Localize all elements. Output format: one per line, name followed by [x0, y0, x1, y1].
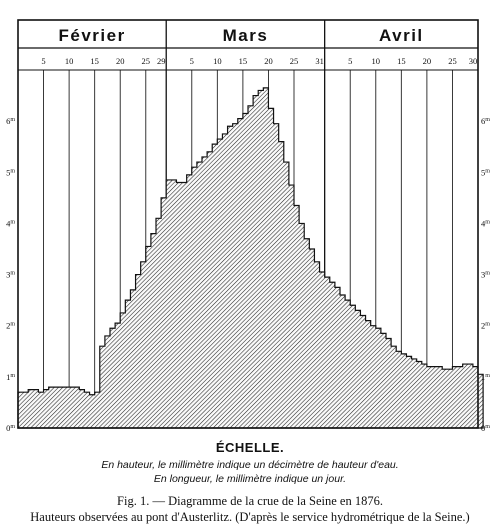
day-tick-label: 15 [238, 56, 248, 66]
y-tick-label-left: 5$^m$ [6, 167, 15, 178]
y-tick-label-right: 3$^m$ [481, 269, 490, 280]
month-label: Février [58, 26, 126, 45]
y-tick-label-right: 1$^m$ [481, 371, 490, 382]
day-tick-label: 5 [189, 56, 194, 66]
y-tick-label-left: 4$^m$ [6, 218, 15, 229]
y-tick-label-left: 0$^m$ [6, 423, 15, 433]
y-tick-label-right: 6$^m$ [481, 116, 490, 127]
day-tick-label: 30 [468, 56, 478, 66]
month-label: Mars [222, 26, 269, 45]
y-tick-label-left: 2$^m$ [6, 320, 15, 331]
day-tick-label: 10 [213, 56, 222, 66]
figure-subtitle: Hauteurs observées au pont d'Austerlitz. (D'après le service hydrométrique de la Seine.) [30, 510, 470, 524]
scale-title: ÉCHELLE. [215, 440, 285, 455]
scale-length-note: En longueur, le millimètre indique un jour. [153, 473, 347, 485]
y-tick-label-left: 1$^m$ [6, 371, 15, 382]
day-tick-label: 20 [115, 56, 125, 66]
day-tick-label: 20 [264, 56, 273, 66]
day-tick-label: 15 [397, 56, 406, 66]
scale-height-note: En hauteur, le millimètre indique un décimètre de hauteur d'eau. [101, 459, 399, 471]
day-tick-label: 25 [141, 56, 151, 66]
day-tick-label: 15 [90, 56, 99, 66]
month-label: Avril [378, 26, 424, 45]
day-tick-label: 5 [41, 56, 46, 66]
day-tick-label: 20 [422, 56, 432, 66]
y-tick-label-left: 6$^m$ [6, 116, 15, 127]
y-tick-label-right: 2$^m$ [481, 320, 490, 331]
y-tick-label-right: 4$^m$ [481, 218, 490, 229]
day-tick-label: 31 [315, 56, 324, 66]
day-tick-label: 10 [64, 56, 74, 66]
y-tick-label-left: 3$^m$ [6, 269, 15, 280]
day-tick-label: 5 [348, 56, 353, 66]
figure-title: Fig. 1. — Diagramme de la crue de la Seine en 1876. [117, 494, 383, 508]
y-tick-label-right: 0$^m$ [481, 423, 490, 433]
day-tick-label: 25 [289, 56, 299, 66]
water-height-series [18, 88, 483, 428]
y-tick-label-right: 5$^m$ [481, 167, 490, 178]
day-tick-label: 29 [156, 56, 166, 66]
day-tick-label: 10 [371, 56, 381, 66]
day-tick-label: 25 [448, 56, 457, 66]
